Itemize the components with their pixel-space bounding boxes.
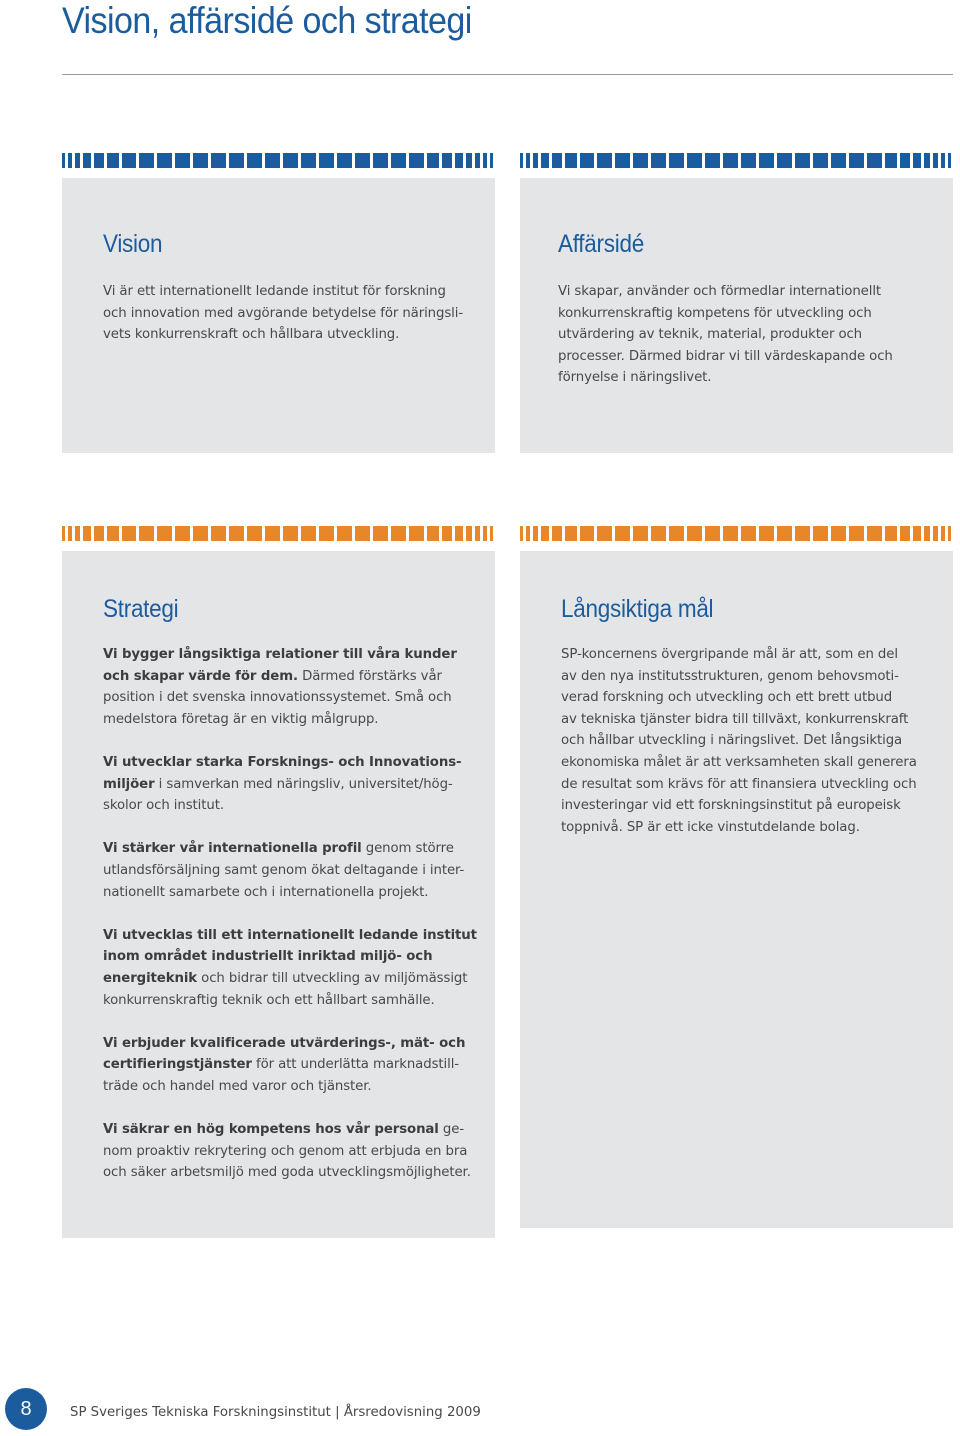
strategi-run: nationellt samarbete och i internationella projekt. [103, 884, 429, 900]
strategi-heading: Strategi [103, 595, 179, 623]
divider-segment [83, 153, 91, 168]
affarside-line: processer. Därmed bidrar vi till värdeskapande och [558, 348, 893, 364]
divider-segment [122, 526, 136, 541]
divider-segment [705, 153, 720, 168]
strategi-paragraph [103, 1033, 477, 1098]
divider-segment [795, 526, 810, 541]
strategi-line [103, 795, 477, 817]
vision-line: vets konkurrenskraft och hållbara utveckling. [103, 327, 400, 343]
divider-vision [62, 153, 495, 168]
divider-segment [795, 153, 810, 168]
divider-segment [533, 153, 538, 168]
divider-segment [107, 153, 119, 168]
divider-segment [94, 526, 104, 541]
langsiktiga-line: och hållbar utveckling i näringslivet. Det långsiktiga [561, 733, 903, 749]
strategi-line [103, 990, 477, 1012]
divider-segment [687, 526, 702, 541]
divider-segment [283, 153, 298, 168]
divider-segment [247, 526, 262, 541]
divider-affarside [520, 153, 953, 168]
divider-segment [777, 153, 792, 168]
langsiktiga-line: verad forskning och utveckling och ett brett utbud [561, 690, 893, 706]
strategi-run: nom proaktiv rekrytering och genom att erbjuda en bra [103, 1143, 468, 1159]
strategi-line [103, 752, 477, 774]
divider-segment [157, 153, 172, 168]
affarside-heading: Affärsidé [558, 230, 644, 258]
divider-segment [107, 526, 119, 541]
divider-segment [615, 526, 630, 541]
divider-segment [885, 153, 897, 168]
divider-segment [741, 153, 756, 168]
divider-segment [211, 153, 226, 168]
affarside-line: utvärdering av teknik, material, produkter och [558, 327, 863, 343]
strategi-line [103, 709, 477, 731]
divider-segment [651, 526, 666, 541]
strategi-line [103, 687, 477, 709]
strategi-run: medelstora företag är en viktig målgrupp. [103, 711, 379, 727]
divider-segment [615, 153, 630, 168]
divider-segment [723, 153, 738, 168]
footer-text: SP Sveriges Tekniska Forskningsinstitut | Årsredovisning 2009 [70, 1405, 481, 1420]
divider-segment [75, 153, 80, 168]
divider-segment [580, 153, 594, 168]
strategi-line [103, 882, 477, 904]
divider-segment [175, 526, 190, 541]
divider-segment [633, 526, 648, 541]
strategi-run: och bidrar till utveckling av miljömässigt [197, 970, 468, 986]
divider-segment [759, 153, 774, 168]
divider-segment [83, 526, 91, 541]
strategi-paragraph [103, 1119, 477, 1184]
strategi-bold-run: Vi säkrar en hög kompetens hos vår personal [103, 1122, 439, 1138]
strategi-paragraph [103, 925, 477, 1011]
strategi-run: skolor och institut. [103, 798, 224, 814]
strategi-line [103, 860, 477, 882]
langsiktiga-line: ekonomiska målet är att verksamheten skall generera [561, 754, 917, 770]
divider-segment [948, 526, 951, 541]
divider-segment [933, 153, 938, 168]
strategi-run: Därmed förstärks vår [297, 668, 442, 684]
divider-segment [580, 526, 594, 541]
strategi-text [103, 644, 477, 1184]
strategi-bold-run: Vi utvecklar starka Forsknings- och Innovations- [103, 754, 462, 770]
strategi-paragraph [103, 644, 477, 730]
affarside-line: Vi skapar, använder och förmedlar internationellt [558, 284, 882, 299]
strategi-bold-run: certifieringstjänster [103, 1057, 252, 1073]
strategi-line [103, 644, 477, 666]
divider-segment [849, 153, 864, 168]
strategi-bold-run: miljöer [103, 776, 155, 792]
divider-segment [777, 526, 792, 541]
divider-segment [483, 526, 487, 541]
langsiktiga-line: toppnivå. SP är ett icke vinstutdelande bolag. [561, 819, 860, 835]
divider-segment [541, 526, 549, 541]
divider-segment [597, 526, 612, 541]
divider-segment [442, 153, 452, 168]
divider-segment [265, 153, 280, 168]
divider-segment [139, 526, 154, 541]
divider-segment [597, 153, 612, 168]
divider-segment [94, 153, 104, 168]
divider-segment [409, 526, 424, 541]
divider-strategi [62, 526, 495, 541]
divider-segment [669, 153, 684, 168]
divider-segment [483, 153, 487, 168]
divider-segment [193, 526, 208, 541]
divider-segment [373, 526, 388, 541]
strategi-line [103, 1162, 477, 1184]
strategi-run: genom större [361, 841, 454, 857]
divider-segment [867, 153, 882, 168]
strategi-bold-run: Vi utvecklas till ett internationellt ledande institut [103, 927, 477, 943]
langsiktiga-line: av den nya institutsstrukturen, genom behovsmoti- [561, 668, 899, 684]
langsiktiga-heading: Långsiktiga mål [561, 595, 714, 623]
langsiktiga-box [520, 551, 953, 1228]
divider-segment [455, 526, 463, 541]
strategi-line [103, 774, 477, 796]
strategi-line [103, 1119, 477, 1141]
vision-text [103, 281, 463, 346]
vision-heading: Vision [103, 230, 163, 258]
divider-segment [442, 526, 452, 541]
divider-segment [941, 526, 945, 541]
divider-segment [913, 526, 921, 541]
divider-segment [565, 526, 577, 541]
divider-segment [633, 153, 648, 168]
divider-segment [651, 153, 666, 168]
divider-segment [541, 153, 549, 168]
divider-segment [319, 153, 334, 168]
divider-segment [355, 153, 370, 168]
divider-segment [75, 526, 80, 541]
divider-segment [391, 526, 406, 541]
divider-segment [229, 526, 244, 541]
strategi-line [103, 1033, 477, 1055]
divider-segment [391, 153, 406, 168]
divider-segment [741, 526, 756, 541]
divider-segment [301, 526, 316, 541]
divider-segment [175, 153, 190, 168]
affarside-box [520, 178, 953, 453]
divider-segment [301, 153, 316, 168]
strategi-run: konkurrenskraftig teknik och ett hållbart samhälle. [103, 992, 435, 1008]
divider-segment [427, 153, 439, 168]
strategi-bold-run: och skapar värde för dem. [103, 668, 298, 684]
strategi-line [103, 925, 477, 947]
divider-segment [948, 153, 951, 168]
divider-segment [533, 526, 538, 541]
divider-segment [723, 526, 738, 541]
page-number-badge: 8 [5, 1388, 47, 1430]
strategi-paragraph [103, 838, 477, 903]
divider-segment [552, 153, 562, 168]
strategi-run: träde och handel med varor och tjänster. [103, 1078, 372, 1094]
vision-line: Vi är ett internationellt ledande institut för forskning [103, 284, 446, 299]
langsiktiga-line: de resultat som krävs för att finansiera utveckling och [561, 776, 917, 792]
divider-segment [229, 153, 244, 168]
divider-segment [157, 526, 172, 541]
strategi-run: för att underlätta marknadstill- [251, 1057, 459, 1073]
strategi-bold-run: inom området industriellt inriktad miljö- och [103, 949, 433, 965]
divider-segment [687, 153, 702, 168]
divider-segment [885, 526, 897, 541]
strategi-bold-run: Vi erbjuder kvalificerade utvärderings-, mät- och [103, 1035, 466, 1051]
divider-segment [475, 153, 480, 168]
page-title: Vision, affärsidé och strategi [62, 0, 472, 41]
divider-segment [900, 526, 910, 541]
divider-segment [139, 153, 154, 168]
divider-segment [526, 153, 530, 168]
langsiktiga-line: av tekniska tjänster bidra till tillväxt, konkurrenskraft [561, 711, 909, 727]
divider-segment [68, 153, 72, 168]
strategi-run: utlandsförsäljning samt genom ökat deltagande i inter- [103, 862, 465, 878]
langsiktiga-line: SP-koncernens övergripande mål är att, som en del [561, 647, 898, 662]
divider-segment [427, 526, 439, 541]
divider-segment [813, 526, 828, 541]
divider-segment [552, 526, 562, 541]
strategi-run: i samverkan med näringsliv, universitet/hög- [154, 776, 453, 792]
divider-segment [831, 526, 846, 541]
divider-segment [941, 153, 945, 168]
strategi-line [103, 1054, 477, 1076]
divider-segment [355, 526, 370, 541]
divider-segment [924, 153, 930, 168]
strategi-line [103, 1076, 477, 1098]
divider-segment [913, 153, 921, 168]
divider-segment [68, 526, 72, 541]
divider-segment [211, 526, 226, 541]
divider-segment [122, 153, 136, 168]
divider-segment [409, 153, 424, 168]
strategi-run: ge- [438, 1122, 465, 1138]
strategi-paragraph [103, 752, 477, 817]
affarside-text [558, 281, 893, 389]
langsiktiga-text [561, 644, 917, 838]
strategi-bold-run: energiteknik [103, 970, 198, 986]
vision-line: och innovation med avgörande betydelse för näringsli- [103, 305, 464, 321]
divider-segment [247, 153, 262, 168]
divider-segment [490, 153, 493, 168]
strategi-run: position i det svenska innovationssystemet. Små och [103, 690, 452, 706]
divider-segment [337, 153, 352, 168]
strategi-line [103, 946, 477, 968]
affarside-line: konkurrenskraftig kompetens för utveckling och [558, 305, 872, 321]
title-rule [62, 74, 953, 75]
affarside-line: förnyelse i näringslivet. [558, 370, 712, 386]
divider-segment [475, 526, 480, 541]
divider-segment [565, 153, 577, 168]
divider-segment [520, 526, 523, 541]
strategi-line [103, 968, 477, 990]
divider-segment [373, 153, 388, 168]
divider-segment [520, 153, 523, 168]
divider-segment [526, 526, 530, 541]
strategi-line [103, 666, 477, 688]
strategi-bold-run: Vi bygger långsiktiga relationer till våra kunder [103, 647, 457, 662]
divider-segment [849, 526, 864, 541]
divider-segment [455, 153, 463, 168]
divider-segment [283, 526, 298, 541]
divider-segment [813, 153, 828, 168]
strategi-bold-run: Vi stärker vår internationella profil [103, 841, 362, 857]
divider-segment [193, 153, 208, 168]
divider-segment [669, 526, 684, 541]
divider-segment [759, 526, 774, 541]
divider-segment [62, 526, 65, 541]
divider-segment [831, 153, 846, 168]
divider-langsiktiga [520, 526, 953, 541]
strategi-line [103, 838, 477, 860]
divider-segment [490, 526, 493, 541]
divider-segment [319, 526, 334, 541]
divider-segment [466, 153, 472, 168]
strategi-line [103, 1141, 477, 1163]
strategi-box [62, 551, 495, 1238]
divider-segment [900, 153, 910, 168]
divider-segment [265, 526, 280, 541]
divider-segment [867, 526, 882, 541]
divider-segment [933, 526, 938, 541]
divider-segment [62, 153, 65, 168]
langsiktiga-line: investeringar vid ett forskningsinstitut på europeisk [561, 798, 901, 814]
divider-segment [337, 526, 352, 541]
divider-segment [466, 526, 472, 541]
divider-segment [705, 526, 720, 541]
strategi-run: och säker arbetsmiljö med goda utvecklingsmöjligheter. [103, 1165, 471, 1181]
vision-box [62, 178, 495, 453]
divider-segment [924, 526, 930, 541]
